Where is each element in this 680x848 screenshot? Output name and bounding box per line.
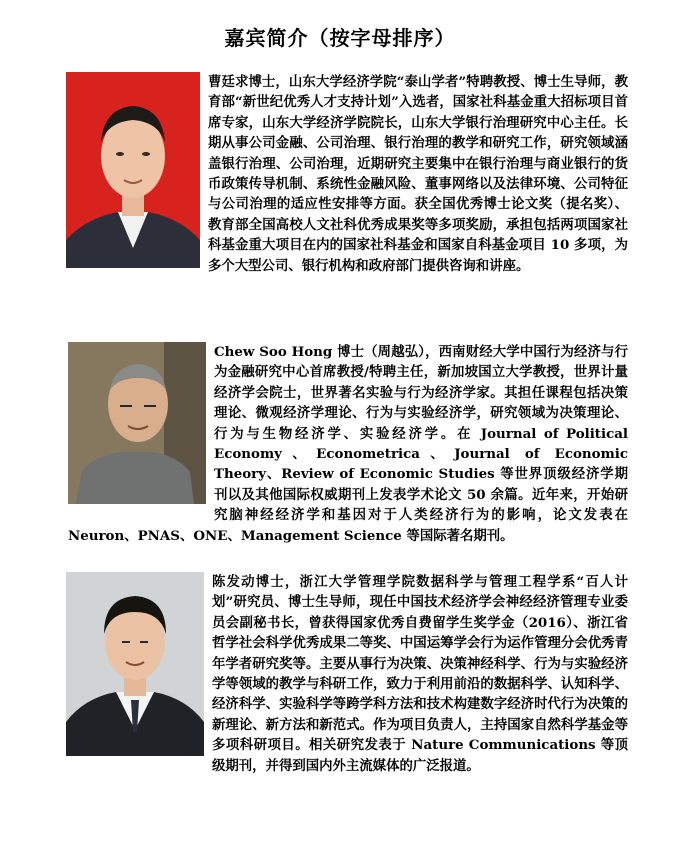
speaker-entry [68,572,628,776]
page-title: 嘉宾简介（按字母排序） [224,26,456,50]
speaker-photo [66,72,200,268]
speaker-entry [68,342,628,546]
speaker-bio: 曹廷求博士，山东大学经济学院“泰山学者”特聘教授、博士生导师，教育部“新世纪优秀人才支持计划”入选者，国家社科基金重大招标项目首席专家，山东大学经济学院院长，山东大学银行治理研究中心主任。长期从事公司金融、公司治理、银行治理的教学和研究工作，研究领域涵盖银行治理、公司治理，近期研究主要集中在银行治理与商业银行的货币政策传导机制、系统性金融风险、董事网络以及法律环境、公司特征与公司治理的适应性安排等方面。获全国优秀博士论文奖（提名奖）、教育部全国高校人文社科优秀成果奖等多项奖励，承担包括两项国家社科基金重大项目在内的国家社科基金和国家自科基金项目 10 多项，为多个大型公司、银行机构和政府部门提供咨询和讲座。 [208,74,628,274]
speaker-photo [66,572,204,756]
portrait-brown-background-icon [68,342,206,504]
portrait-red-background-icon [66,72,200,268]
portrait-gray-background-icon [66,572,204,756]
speaker-photo [68,342,206,504]
speaker-entry [68,72,628,276]
speaker-bio: Chew Soo Hong 博士（周越弘），西南财经大学中国行为经济与行为金融研究中心首席教授/特聘主任，新加坡国立大学教授，世界计量经济学会院士，世界著名实验与行为经济学家。其担任课程包括决策理论、微观经济学理论、行为与实验经济学，研究领域为决策理论、行为与生物经济学、实验经济学。在 Journal of Political Economy、Econometrica、Journal of Economic Theory、Review of Economic Studies 等世界顶级经济学期刊以及其他国际权威期刊上发表学术论文 50 余篇。近年来，开始研究脑神经经济学和基因对于人类经济行为的影响，论文发表在 Neuron、PNAS、ONE、Management Science 等国际著名期刊。 [68,344,628,544]
speaker-bio: 陈发动博士，浙江大学管理学院数据科学与管理工程学系“百人计划”研究员、博士生导师，现任中国技术经济学会神经经济管理专业委员会副秘书长，曾获得国家优秀自费留学生奖学金（2016）、浙江省哲学社会科学优秀成果二等奖、中国运筹学会行为运作管理分会优秀青年学者研究奖等。主要从事行为决策、决策神经科学、行为与实验经济学等领域的教学与科研工作，致力于利用前沿的数据科学、认知科学、经济科学、实验科学等跨学科方法和技术构建数字经济时代行为决策的新理论、新方法和新范式。作为项目负责人，主持国家自然科学基金等多项科研项目。相关研究发表于 Nature Communications 等顶级期刊，并得到国内外主流媒体的广泛报道。 [212,574,628,774]
